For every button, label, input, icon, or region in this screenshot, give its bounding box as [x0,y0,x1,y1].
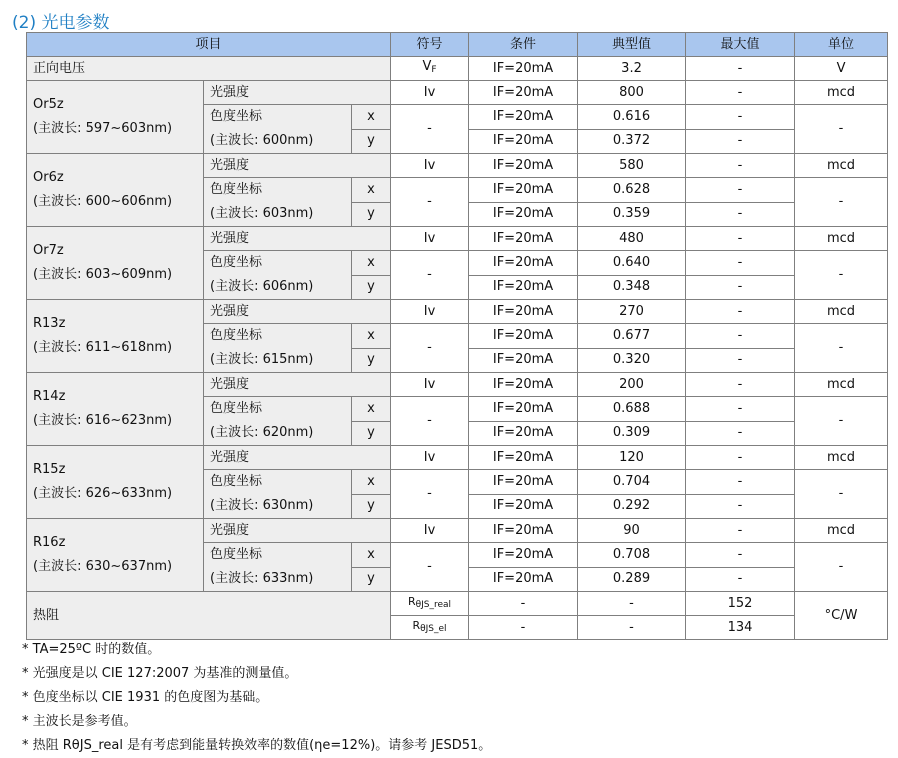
forward-voltage-typ: 3.2 [578,57,686,81]
chroma-x-condition: IF=20mA [469,324,578,349]
chroma-label: 色度坐标 [210,474,263,489]
intensity-symbol-text: Iv [423,522,436,538]
group-intensity-row [27,300,888,324]
chroma-symbol: - [391,397,469,446]
intensity-condition: IF=20mA [469,519,578,543]
intensity-symbol [391,227,469,251]
chroma-x-typ: 0.708 [578,543,686,568]
chroma-wavelength: (主波长: 620nm) [210,425,314,440]
chroma-x-label: x [352,324,391,349]
intensity-max: - [686,154,795,178]
chroma-x-max: - [686,105,795,130]
group-intensity-row [27,81,888,105]
group-name-cell [27,154,204,227]
thermal-typ: - [578,616,686,640]
group-name-cell [27,446,204,519]
chroma-y-typ: 0.348 [578,275,686,300]
chroma-label-cell [204,251,352,300]
chroma-y-typ: 0.292 [578,494,686,519]
group-range: (主波长: 597~603nm) [33,121,173,136]
group-name: R13z [33,316,66,331]
thermal-unit: °C/W [795,592,888,640]
chroma-label-cell [204,105,352,154]
chroma-symbol: - [391,324,469,373]
intensity-condition: IF=20mA [469,373,578,397]
intensity-label: 光强度 [204,81,391,105]
intensity-typ: 580 [578,154,686,178]
group-intensity-row [27,154,888,178]
chroma-wavelength: (主波长: 606nm) [210,279,314,294]
intensity-label: 光强度 [204,300,391,324]
intensity-unit: mcd [795,519,888,543]
intensity-symbol-text: Iv [423,376,436,392]
chroma-y-typ: 0.309 [578,421,686,446]
chroma-x-max: - [686,251,795,276]
intensity-label: 光强度 [204,154,391,178]
chroma-label-cell [204,470,352,519]
chroma-y-condition: IF=20mA [469,275,578,300]
intensity-symbol [391,446,469,470]
chroma-unit: - [795,324,888,373]
thermal-symbol [391,616,469,640]
group-name: R16z [33,535,66,550]
group-intensity-row [27,227,888,251]
group-range: (主波长: 603~609nm) [33,267,173,282]
intensity-typ: 200 [578,373,686,397]
col-typical: 典型值 [578,33,686,57]
chroma-x-label: x [352,251,391,276]
note-item: * 色度坐标以 CIE 1931 的色度图为基础。 [22,690,269,705]
chroma-y-label: y [352,129,391,154]
chroma-x-label: x [352,105,391,130]
thermal-symbol-main: R [407,595,416,608]
chroma-symbol: - [391,105,469,154]
thermal-symbol [391,592,469,616]
intensity-unit: mcd [795,154,888,178]
chroma-unit: - [795,105,888,154]
chroma-label: 色度坐标 [210,109,263,124]
chroma-x-typ: 0.640 [578,251,686,276]
chroma-label: 色度坐标 [210,547,263,562]
intensity-label: 光强度 [204,373,391,397]
group-range: (主波长: 600~606nm) [33,194,173,209]
intensity-typ: 800 [578,81,686,105]
intensity-condition: IF=20mA [469,300,578,324]
intensity-unit: mcd [795,446,888,470]
chroma-label-cell [204,324,352,373]
col-unit: 单位 [795,33,888,57]
chroma-y-max: - [686,567,795,592]
forward-voltage-max: - [686,57,795,81]
chroma-x-max: - [686,178,795,203]
chroma-unit: - [795,470,888,519]
intensity-unit: mcd [795,227,888,251]
chroma-y-label: y [352,275,391,300]
intensity-typ: 270 [578,300,686,324]
chroma-x-max: - [686,543,795,568]
header-row [27,33,888,57]
intensity-unit: mcd [795,81,888,105]
group-name-cell [27,81,204,154]
intensity-condition: IF=20mA [469,446,578,470]
chroma-label: 色度坐标 [210,328,263,343]
intensity-label: 光强度 [204,446,391,470]
thermal-symbol-main: R [412,619,421,632]
intensity-max: - [686,446,795,470]
forward-voltage-condition: IF=20mA [469,57,578,81]
chroma-x-typ: 0.688 [578,397,686,422]
note-item: * 热阻 RθJS_real 是有考虑到能量转换效率的数值(ηe=12%)。请参考 JESD51。 [22,738,492,753]
chroma-y-max: - [686,421,795,446]
chroma-unit: - [795,251,888,300]
thermal-max: 152 [686,592,795,616]
chroma-symbol: - [391,178,469,227]
intensity-label: 光强度 [204,519,391,543]
intensity-typ: 480 [578,227,686,251]
section-title: (2) 光电参数 [12,13,110,33]
chroma-y-typ: 0.320 [578,348,686,373]
thermal-label: 热阻 [27,592,391,640]
group-name: Or6z [33,170,64,185]
chroma-wavelength: (主波长: 633nm) [210,571,314,586]
chroma-label-cell [204,397,352,446]
chroma-x-max: - [686,397,795,422]
group-name: R15z [33,462,66,477]
chroma-y-condition: IF=20mA [469,567,578,592]
chroma-y-max: - [686,494,795,519]
thermal-symbol-sub: θJS_real [415,600,452,610]
col-item: 项目 [27,33,391,57]
electro-optical-table [26,32,888,640]
intensity-symbol [391,519,469,543]
chroma-unit: - [795,397,888,446]
forward-voltage-unit: V [795,57,888,81]
group-name-cell [27,300,204,373]
chroma-x-condition: IF=20mA [469,397,578,422]
group-intensity-row [27,446,888,470]
forward-voltage-symbol: $V_F$ [391,57,469,81]
group-range: (主波长: 616~623nm) [33,413,173,428]
chroma-y-max: - [686,202,795,227]
chroma-y-label: y [352,494,391,519]
chroma-unit: - [795,543,888,592]
group-name-cell [27,373,204,446]
note-item: * 光强度是以 CIE 127:2007 为基准的测量值。 [22,666,298,681]
intensity-symbol-text: Iv [423,449,436,465]
group-name: Or5z [33,97,64,112]
intensity-symbol [391,373,469,397]
chroma-x-max: - [686,324,795,349]
chroma-symbol: - [391,543,469,592]
chroma-y-typ: 0.289 [578,567,686,592]
chroma-label: 色度坐标 [210,255,263,270]
thermal-max: 134 [686,616,795,640]
notes [22,638,491,758]
chroma-label: 色度坐标 [210,401,263,416]
chroma-y-condition: IF=20mA [469,421,578,446]
chroma-x-condition: IF=20mA [469,543,578,568]
intensity-unit: mcd [795,300,888,324]
intensity-max: - [686,227,795,251]
intensity-condition: IF=20mA [469,154,578,178]
chroma-wavelength: (主波长: 600nm) [210,133,314,148]
intensity-typ: 90 [578,519,686,543]
chroma-x-typ: 0.628 [578,178,686,203]
chroma-y-label: y [352,567,391,592]
group-name: R14z [33,389,66,404]
group-name: Or7z [33,243,64,258]
note-item: * 主波长是参考值。 [22,714,137,729]
chroma-x-typ: 0.616 [578,105,686,130]
chroma-x-typ: 0.704 [578,470,686,495]
chroma-x-label: x [352,470,391,495]
col-symbol: 符号 [391,33,469,57]
intensity-max: - [686,300,795,324]
chroma-y-condition: IF=20mA [469,202,578,227]
chroma-y-label: y [352,348,391,373]
intensity-symbol-text: Iv [423,84,436,100]
intensity-max: - [686,373,795,397]
chroma-wavelength: (主波长: 630nm) [210,498,314,513]
intensity-typ: 120 [578,446,686,470]
thermal-typ: - [578,592,686,616]
forward-voltage-row [27,57,888,81]
chroma-label-cell [204,543,352,592]
intensity-symbol-text: Iv [423,230,436,246]
intensity-symbol-text: Iv [423,303,436,319]
intensity-symbol-text: Iv [423,157,436,173]
group-intensity-row [27,519,888,543]
chroma-x-condition: IF=20mA [469,470,578,495]
chroma-y-condition: IF=20mA [469,494,578,519]
chroma-y-label: y [352,421,391,446]
chroma-y-condition: IF=20mA [469,348,578,373]
intensity-symbol [391,154,469,178]
group-range: (主波长: 626~633nm) [33,486,173,501]
chroma-x-max: - [686,470,795,495]
chroma-label-cell [204,178,352,227]
chroma-wavelength: (主波长: 615nm) [210,352,314,367]
group-name-cell [27,227,204,300]
group-name-cell [27,519,204,592]
chroma-label: 色度坐标 [210,182,263,197]
thermal-symbol-sub: θJS_el [420,624,447,634]
chroma-x-label: x [352,543,391,568]
col-condition: 条件 [469,33,578,57]
group-range: (主波长: 630~637nm) [33,559,173,574]
chroma-x-label: x [352,397,391,422]
thermal-row [27,592,888,616]
chroma-x-condition: IF=20mA [469,105,578,130]
chroma-x-condition: IF=20mA [469,178,578,203]
chroma-symbol: - [391,251,469,300]
thermal-condition: - [469,616,578,640]
chroma-y-condition: IF=20mA [469,129,578,154]
intensity-max: - [686,81,795,105]
intensity-unit: mcd [795,373,888,397]
chroma-x-label: x [352,178,391,203]
intensity-condition: IF=20mA [469,227,578,251]
chroma-y-typ: 0.359 [578,202,686,227]
chroma-y-typ: 0.372 [578,129,686,154]
intensity-label: 光强度 [204,227,391,251]
col-max: 最大值 [686,33,795,57]
chroma-y-max: - [686,275,795,300]
forward-voltage-label: 正向电压 [27,57,391,81]
thermal-condition: - [469,592,578,616]
group-range: (主波长: 611~618nm) [33,340,173,355]
intensity-symbol [391,81,469,105]
chroma-y-max: - [686,129,795,154]
chroma-unit: - [795,178,888,227]
chroma-x-condition: IF=20mA [469,251,578,276]
chroma-x-typ: 0.677 [578,324,686,349]
intensity-max: - [686,519,795,543]
chroma-y-label: y [352,202,391,227]
chroma-y-max: - [686,348,795,373]
chroma-wavelength: (主波长: 603nm) [210,206,314,221]
chroma-symbol: - [391,470,469,519]
intensity-symbol [391,300,469,324]
group-intensity-row [27,373,888,397]
intensity-condition: IF=20mA [469,81,578,105]
note-item: * TA=25ºC 时的数值。 [22,642,161,657]
